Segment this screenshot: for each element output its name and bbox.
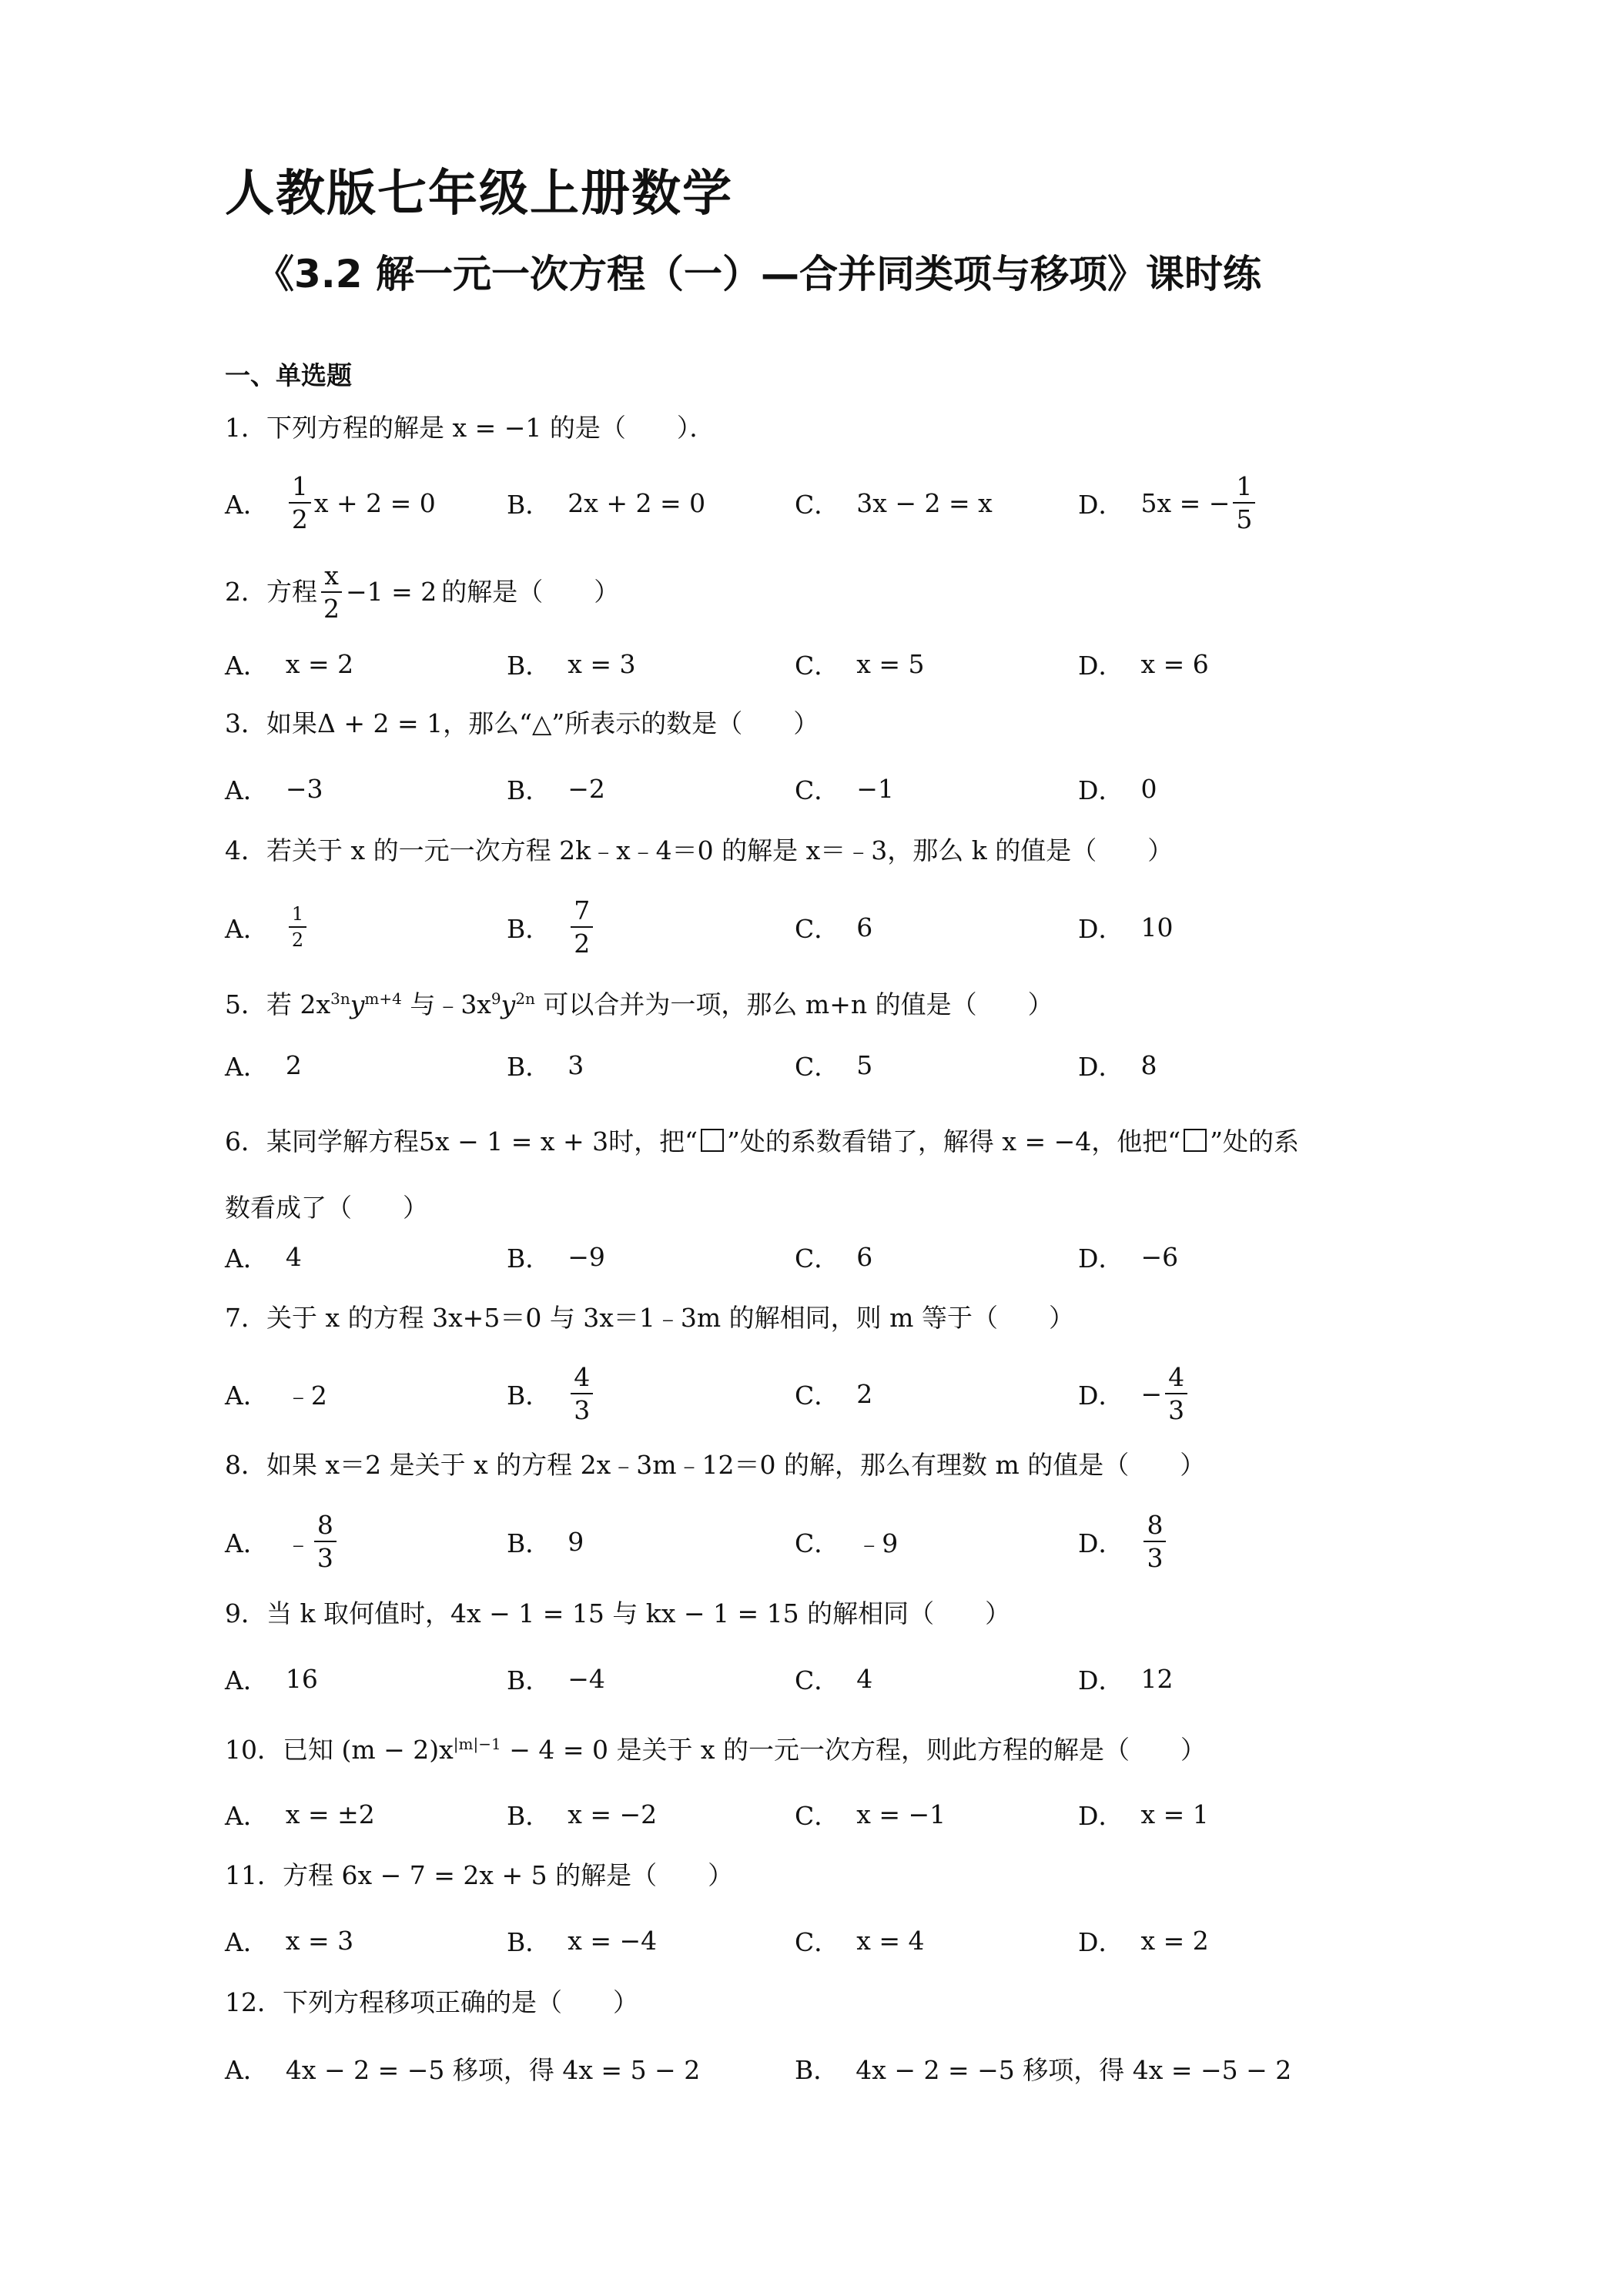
q1-option-a <box>225 472 436 534</box>
q12-option-a: A． 4x − 2 = −5 移项，得 4x = 5 − 2 <box>225 2054 701 2085</box>
q4-options <box>225 896 1457 958</box>
question-10: 10．已知 $(m - 2)x^{|m|-1} - 4 = 0$ 是关于 x 的一元一次方程，则此方程的解是（ ） <box>225 1735 1207 1765</box>
fraction: $\frac{x}{2}$ <box>320 563 343 621</box>
q11-option-d: D． x = 2 <box>1078 1925 1209 1957</box>
fraction: $\frac{8}{3}$ <box>314 1512 337 1571</box>
q7-option-a: A． ﹣2 <box>225 1380 327 1411</box>
q9-options <box>225 1648 1457 1709</box>
q5-option-b: B． 3 <box>507 1049 584 1082</box>
q8-options <box>225 1511 1457 1572</box>
question-11: 11．方程 6x − 7 = 2x + 5 的解是（ ） <box>225 1860 734 1890</box>
q11-option-c: C． x = 4 <box>795 1925 925 1957</box>
q12-option-b: B． 4x − 2 = −5 移项，得 4x = −5 − 2 <box>795 2054 1292 2085</box>
fraction: $\frac{7}{2}$ <box>571 898 593 956</box>
q4-option-b: B． $\frac{7}{2}$ <box>507 896 596 958</box>
q11-option-b: B． x = −4 <box>507 1925 658 1957</box>
q1-option-b <box>507 472 705 534</box>
q3-option-b: B． −2 <box>507 773 605 805</box>
page-title: 人教版七年级上册数学 <box>225 166 733 223</box>
q1-options <box>225 472 1457 534</box>
option-label: D． <box>1078 489 1124 520</box>
section-heading: 一、单选题 <box>225 360 352 390</box>
q5-options <box>225 1034 1457 1096</box>
question-5: 5．若 $2x^{3n}y^{m+4}$ 与$﹣3x^9y^{2n}$ 可以合并为一项，那么 m+n 的值是（ ） <box>225 989 1053 1019</box>
q2-equation: −1 = 2 <box>346 577 437 607</box>
fraction: $\frac{1}{2}$ <box>289 905 306 949</box>
q5-option-a: A． 2 <box>225 1049 302 1082</box>
q5-option-c: C． 5 <box>795 1049 873 1082</box>
fraction: $\frac{1}{2}$ <box>289 474 311 532</box>
question-3: 3．如果Δ + 2 = 1，那么“△”所表示的数是（ ） <box>225 708 819 738</box>
question-6-line2: 数看成了（ ） <box>225 1193 428 1223</box>
q9-option-d: D． 12 <box>1078 1663 1174 1695</box>
q11-option-a: A． x = 3 <box>225 1925 354 1957</box>
q1-option-c <box>795 472 993 534</box>
q2-option-b: B． x = 3 <box>507 648 636 681</box>
q2-option-a: A． x = 2 <box>225 648 354 681</box>
question-6: 6．某同学解方程5x − 1 = x + 3时，把“ ”处的系数看错了，解得 x = −4，他把“ ”处的系 <box>225 1126 1299 1156</box>
q7-option-b: B． $\frac{4}{3}$ <box>507 1363 596 1424</box>
fraction: $\frac{4}{3}$ <box>571 1364 593 1423</box>
q7-options <box>225 1363 1457 1424</box>
q11-options <box>225 1909 1457 1971</box>
q5-option-d: D． 8 <box>1078 1049 1157 1082</box>
question-12: 12．下列方程移项正确的是（ ） <box>225 1987 638 2017</box>
fraction: $\frac{4}{3}$ <box>1165 1364 1187 1423</box>
q1-option-d <box>1078 472 1258 534</box>
q8-option-d: D． $\frac{8}{3}$ <box>1078 1511 1169 1572</box>
question-1 <box>225 411 715 445</box>
option-text: 5x = − <box>1140 487 1231 518</box>
q7-option-d: D． − $\frac{4}{3}$ <box>1078 1363 1190 1424</box>
q1-text-pre: 1．下列方程的解是 <box>225 413 444 443</box>
option-label: C． <box>795 489 840 520</box>
q10-option-b: B． x = −2 <box>507 1799 658 1831</box>
question-9: 9．当 k 取何值时，4x − 1 = 15 与 kx − 1 = 15 的解相同（ ） <box>225 1598 1011 1628</box>
q6-option-d: D． −6 <box>1078 1241 1179 1274</box>
q8-option-c: C． ﹣9 <box>795 1528 899 1558</box>
q2-text-post: 的解是（ ） <box>441 577 620 607</box>
q3-option-c: C． −1 <box>795 773 894 805</box>
option-text: 2x + 2 = 0 <box>568 487 706 518</box>
q10-option-a: A． x = ±2 <box>225 1799 375 1831</box>
q10-option-c: C． x = −1 <box>795 1799 946 1831</box>
q2-text-pre: 2．方程 <box>225 577 317 607</box>
q2-option-d: D． x = 6 <box>1078 648 1209 681</box>
q7-option-c: C． 2 <box>795 1378 873 1411</box>
q1-text-post: 的是（ ）． <box>549 413 715 443</box>
option-label: B． <box>507 489 551 520</box>
q6-option-a: A． 4 <box>225 1241 302 1274</box>
question-2 <box>225 557 619 627</box>
question-8: 8．如果 x＝2 是关于 x 的方程 2x﹣3m﹣12＝0 的解，那么有理数 m 的值是（ ） <box>225 1450 1206 1480</box>
q10-option-d: D． x = 1 <box>1078 1799 1209 1831</box>
q2-option-c: C． x = 5 <box>795 648 925 681</box>
fraction: $\frac{8}{3}$ <box>1143 1512 1166 1571</box>
q9-option-c: C． 4 <box>795 1663 873 1695</box>
q4-option-d: D． 10 <box>1078 912 1174 944</box>
fraction: $\frac{1}{5}$ <box>1233 474 1255 532</box>
blank-box-icon <box>701 1129 724 1152</box>
option-text: x + 2 = 0 <box>313 487 436 518</box>
question-4: 4．若关于 x 的一元一次方程 2k﹣x﹣4＝0 的解是 x＝﹣3，那么 k 的值是（ ） <box>225 835 1174 865</box>
q6-option-b: B． −9 <box>507 1241 605 1274</box>
q9-option-b: B． −4 <box>507 1663 605 1695</box>
q12-options <box>225 2037 1457 2099</box>
blank-box-icon <box>1184 1129 1207 1152</box>
q2-options <box>225 633 1457 694</box>
q6-options <box>225 1226 1457 1287</box>
page-subtitle: 《3.2 解一元一次方程（一）—合并同类项与移项》课时练 <box>256 252 1261 296</box>
option-text: 3x − 2 = x <box>856 487 993 518</box>
q10-options <box>225 1783 1457 1845</box>
question-7: 7．关于 x 的方程 3x+5＝0 与 3x＝1﹣3m 的解相同，则 m 等于（ ） <box>225 1303 1074 1333</box>
q3-option-d: D． 0 <box>1078 773 1157 805</box>
q8-option-a: A． ﹣ $\frac{8}{3}$ <box>225 1511 340 1572</box>
q3-options <box>225 758 1457 819</box>
q8-option-b: B． 9 <box>507 1526 584 1558</box>
q9-option-a: A． 16 <box>225 1663 318 1695</box>
q4-option-a: A． $\frac{1}{2}$ <box>225 896 310 958</box>
q6-option-c: C． 6 <box>795 1241 873 1274</box>
q4-option-c: C． 6 <box>795 912 873 944</box>
q1-equation: x = −1 <box>452 413 542 443</box>
q3-option-a: A． −3 <box>225 773 323 805</box>
option-label: A． <box>225 489 269 520</box>
